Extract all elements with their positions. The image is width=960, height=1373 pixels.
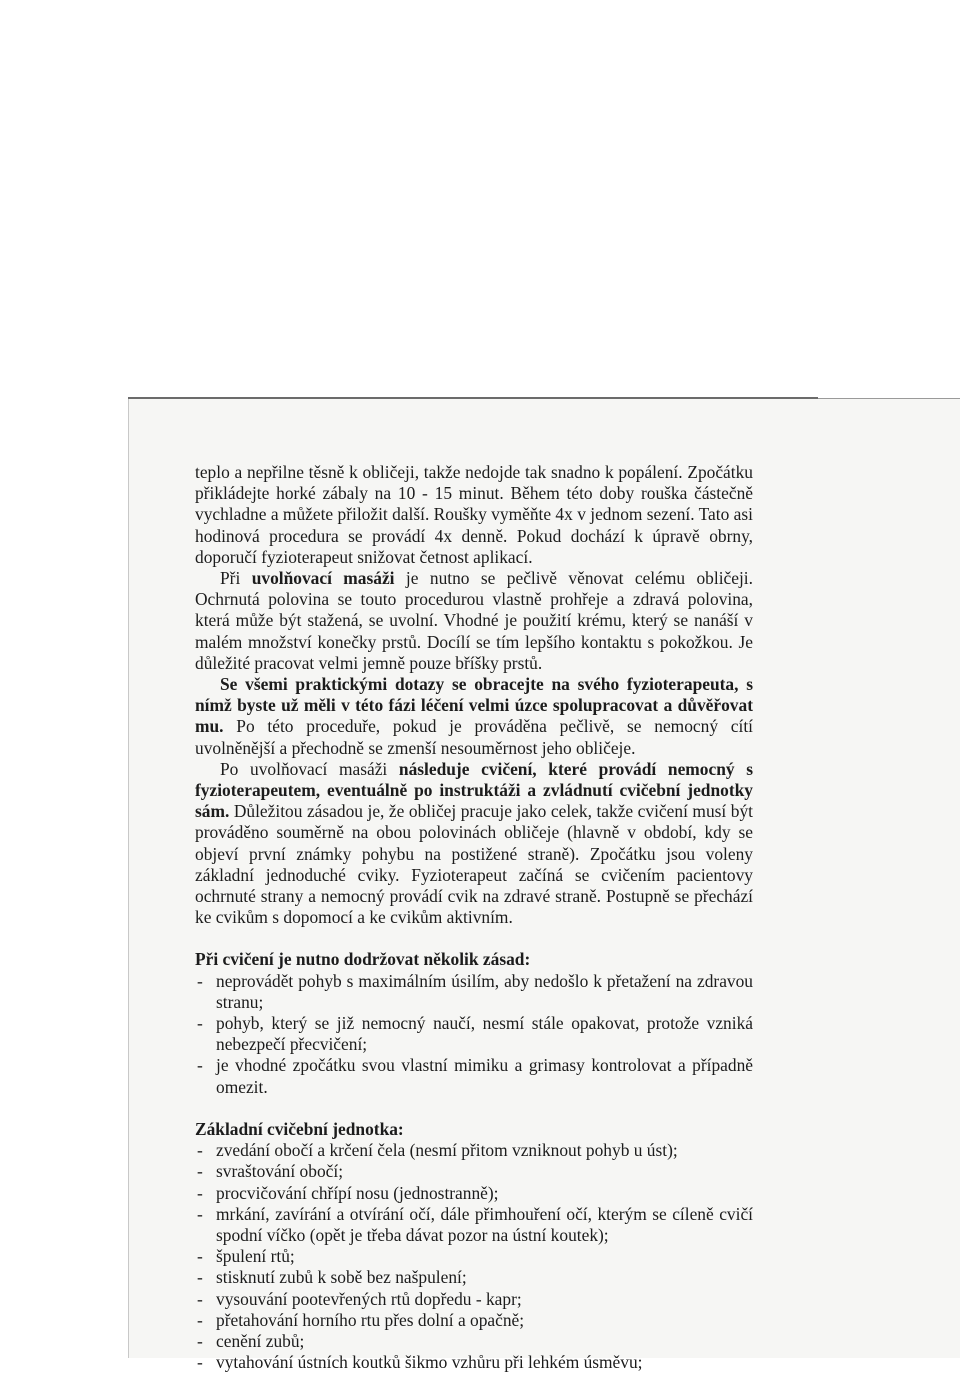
rules-list bbox=[195, 971, 753, 1098]
list-item: - pohyb, který se již nemocný naučí, nesmí stále opakovat, protože vzniká nebezpečí přecvičení; bbox=[195, 1013, 753, 1055]
list-item: - vysouvání pootevřených rtů dopředu - kapr; bbox=[195, 1289, 753, 1310]
paragraph-2-start: Při bbox=[220, 568, 252, 589]
list-item: - špulení rtů; bbox=[195, 1246, 753, 1267]
list-item: - přetahování horního rtu přes dolní a opačně; bbox=[195, 1310, 753, 1331]
list-item: - stisknutí zubů k sobě bez našpulení; bbox=[195, 1267, 753, 1288]
list-item: - procvičování chřípí nosu (jednostranně); bbox=[195, 1183, 753, 1204]
paragraph-3-rest: Po této proceduře, pokud je prováděna pečlivě, se nemocný cítí uvolněnější a přechodně se zmenší nesouměrnost jeho obličeje. bbox=[195, 716, 753, 758]
exercise-emphasis: následuje cvičení, které provádí nemocný s fyzioterapeutem, eventuálně po instruktáži a zvládnutí cvičební jednotky sám. bbox=[195, 758, 753, 822]
page-top-edge bbox=[128, 397, 818, 399]
exercise-heading: Základní cvičební jednotka: bbox=[195, 1118, 404, 1139]
paragraph-2-rest: je nutno se pečlivě věnovat celému obličeji. Ochrnutá polovina se touto procedurou vlastně prohřeje a zdravá polovina, která může být stažená, se uvolní. Vhodné je použití krému, který se nanáší v malém množství konečky prstů. Docílí se tím lepšího kontaktu s pokožkou. Je důležité pracovat velmi jemně pouze bříšky prstů. bbox=[195, 568, 753, 673]
list-item: - je vhodné zpočátku svou vlastní mimiku a grimasy kontrolovat a případně omezit. bbox=[195, 1055, 753, 1097]
paragraph-4-start: Po uvolňovací masáži bbox=[220, 758, 399, 779]
paragraph-4 bbox=[195, 759, 753, 929]
paragraph-2 bbox=[195, 568, 753, 674]
list-item: - vytahování ústních koutků šikmo vzhůru při lehkém úsměvu; bbox=[195, 1352, 753, 1373]
list-item: - cenění zubů; bbox=[195, 1331, 753, 1352]
list-item: - mrkání, zavírání a otvírání očí, dále přimhouření očí, kterým se cíleně cvičí spodní víčko (opět je třeba dávat pozor na ústní koutek); bbox=[195, 1204, 753, 1246]
exercise-list bbox=[195, 1140, 753, 1373]
list-item: - svraštování obočí; bbox=[195, 1161, 753, 1182]
body-text bbox=[195, 462, 753, 1373]
list-item: - zvedání obočí a krčení čela (nesmí přitom vzniknout pohyb u úst); bbox=[195, 1140, 753, 1161]
paragraph-3 bbox=[195, 674, 753, 759]
paragraph-1: teplo a nepřilne těsně k obličeji, takže nedojde tak snadno k popálení. Zpočátku přikládejte horké zábaly na 10 - 15 minut. Během této doby rouška částečně vychladne a můžete přiložit další. Roušky vyměňte 4x v jednom sezení. Tato asi hodinová procedura se provádí 4x denně. Pokud dochází k úpravě obrny, doporučí fyzioterapeut snižovat četnost aplikací. bbox=[195, 462, 753, 567]
rules-heading: Při cvičení je nutno dodržovat několik zásad: bbox=[195, 949, 531, 970]
section-gap bbox=[195, 928, 753, 949]
paragraph-4-rest: Důležitou zásadou je, že obličej pracuje jako celek, takže cvičení musí být prováděno souměrně na obou polovinách obličeje (hlavně v období, kdy se objeví první známky pohybu na postižené straně). Zpočátku jsou voleny základní jednoduché cviky. Fyzioterapeut začíná se cvičením pacientovy ochrnuté strany a nemocný provádí cvik na zdravé straně. Postupně se přechází ke cvikům s dopomocí a ke cvikům aktivním. bbox=[195, 801, 753, 928]
physio-advice: Se všemi praktickými dotazy se obracejte na svého fyzioterapeuta, s nímž byste už měli v této fázi léčení velmi úzce spolupracovat a důvěřovat mu. bbox=[195, 674, 753, 737]
massage-term: uvolňovací masáži bbox=[251, 568, 395, 589]
section-gap bbox=[195, 1098, 753, 1119]
list-item: - neprovádět pohyb s maximálním úsilím, aby nedošlo k přetažení na zdravou stranu; bbox=[195, 971, 753, 1013]
